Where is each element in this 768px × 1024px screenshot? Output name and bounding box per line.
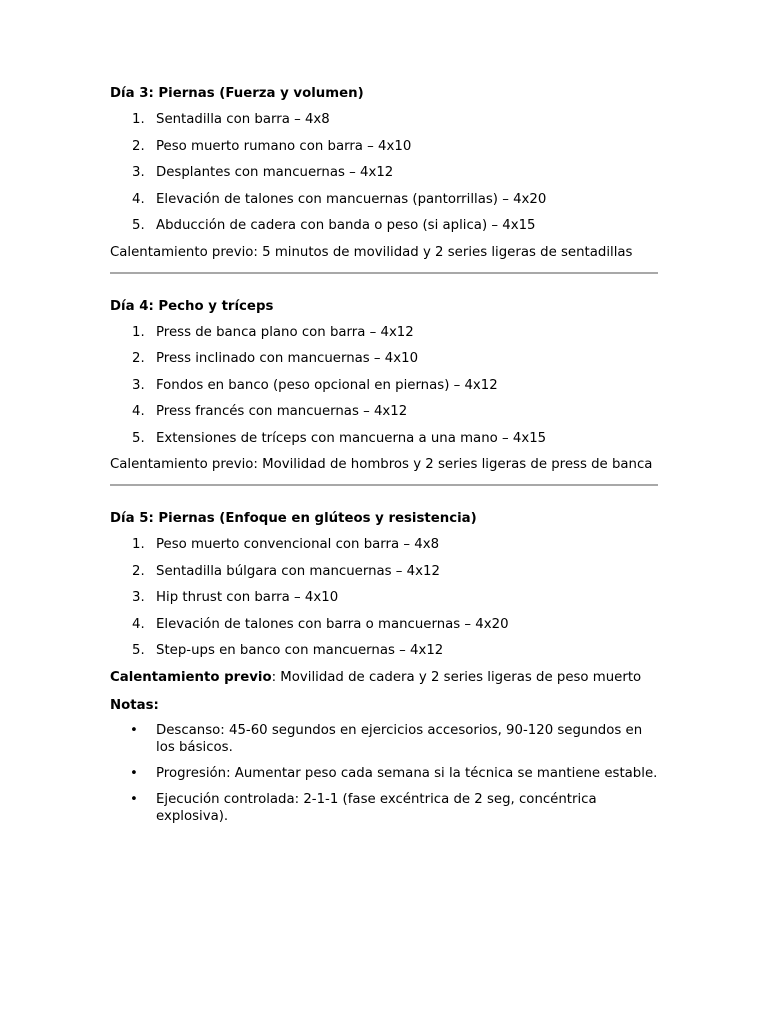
exercise-item xyxy=(110,111,658,128)
notes-list xyxy=(110,722,658,825)
item-number: 1. xyxy=(132,537,145,552)
item-number: 2. xyxy=(132,138,145,154)
item-number: 2. xyxy=(132,563,145,579)
day-3-title: Día 3: Piernas (Fuerza y volumen) xyxy=(110,86,364,101)
exercise-text: Sentadilla con barra – 4x8 xyxy=(156,112,330,127)
exercise-text: Elevación de talones con mancuernas (pantorrillas) – 4x20 xyxy=(156,191,547,207)
note-item xyxy=(110,791,658,825)
day-5-section xyxy=(110,510,658,686)
item-number: 3. xyxy=(132,590,145,605)
item-number: 5. xyxy=(132,643,145,658)
item-number: 5. xyxy=(132,218,145,233)
note-item xyxy=(110,722,658,756)
bullet-icon: • xyxy=(130,765,138,781)
note-text: Ejecución controlada: 2-1-1 (fase excéntrica de 2 seg, concéntrica explosiva). xyxy=(156,791,597,824)
day-5-warmup-note xyxy=(110,669,658,686)
day-5-exercise-list xyxy=(110,536,658,659)
exercise-text: Fondos en banco (peso opcional en piernas) – 4x12 xyxy=(156,377,498,393)
notes-title: Notas: xyxy=(110,697,159,713)
day-5-title: Día 5: Piernas (Enfoque en glúteos y resistencia) xyxy=(110,511,477,526)
warmup-label: Calentamiento previo xyxy=(110,669,272,685)
exercise-item xyxy=(110,164,658,181)
exercise-item xyxy=(110,377,658,394)
day-4-exercise-list xyxy=(110,324,658,447)
exercise-text: Desplantes con mancuernas – 4x12 xyxy=(156,165,394,180)
exercise-item xyxy=(110,430,658,447)
warmup-text: : Movilidad de cadera y 2 series ligeras de peso muerto xyxy=(271,669,642,685)
day-4-warmup-note xyxy=(110,456,658,473)
exercise-item xyxy=(110,642,658,659)
exercise-text: Hip thrust con barra – 4x10 xyxy=(156,590,339,605)
exercise-text: Step-ups en banco con mancuernas – 4x12 xyxy=(156,643,444,658)
warmup-text: Calentamiento previo: 5 minutos de movilidad y 2 series ligeras de sentadillas xyxy=(110,244,633,260)
notes-heading xyxy=(110,697,658,714)
exercise-text: Press francés con mancuernas – 4x12 xyxy=(156,404,408,419)
section-divider xyxy=(110,484,658,486)
item-number: 3. xyxy=(132,377,145,393)
exercise-item xyxy=(110,403,658,420)
exercise-item xyxy=(110,536,658,553)
exercise-item xyxy=(110,589,658,606)
item-number: 4. xyxy=(132,191,145,207)
bullet-icon: • xyxy=(130,722,138,738)
day-3-exercise-list xyxy=(110,111,658,234)
section-divider xyxy=(110,272,658,274)
item-number: 4. xyxy=(132,616,145,632)
notes-section xyxy=(110,697,658,825)
warmup-text: Calentamiento previo: Movilidad de hombros y 2 series ligeras de press de banca xyxy=(110,457,653,472)
item-number: 2. xyxy=(132,351,145,366)
note-item xyxy=(110,765,658,782)
exercise-item xyxy=(110,350,658,367)
exercise-item xyxy=(110,563,658,580)
item-number: 3. xyxy=(132,165,145,180)
exercise-text: Abducción de cadera con banda o peso (si aplica) – 4x15 xyxy=(156,218,536,233)
item-number: 1. xyxy=(132,112,145,127)
item-number: 1. xyxy=(132,324,145,340)
day-3-section xyxy=(110,85,658,261)
day-4-section xyxy=(110,298,658,474)
item-number: 5. xyxy=(132,430,145,446)
exercise-text: Press de banca plano con barra – 4x12 xyxy=(156,324,414,340)
day-3-warmup-note xyxy=(110,244,658,261)
note-text: Descanso: 45-60 segundos en ejercicios accesorios, 90-120 segundos en los básicos. xyxy=(156,722,643,755)
day-4-title: Día 4: Pecho y tríceps xyxy=(110,298,274,314)
exercise-text: Peso muerto rumano con barra – 4x10 xyxy=(156,138,412,154)
exercise-text: Peso muerto convencional con barra – 4x8 xyxy=(156,537,440,552)
exercise-item xyxy=(110,191,658,208)
exercise-item xyxy=(110,324,658,341)
exercise-text: Extensiones de tríceps con mancuerna a una mano – 4x15 xyxy=(156,430,547,446)
exercise-text: Press inclinado con mancuernas – 4x10 xyxy=(156,351,419,366)
item-number: 4. xyxy=(132,404,145,419)
exercise-item xyxy=(110,217,658,234)
exercise-item xyxy=(110,616,658,633)
exercise-text: Sentadilla búlgara con mancuernas – 4x12 xyxy=(156,563,440,579)
exercise-text: Elevación de talones con barra o mancuernas – 4x20 xyxy=(156,616,509,632)
note-text: Progresión: Aumentar peso cada semana si la técnica se mantiene estable. xyxy=(156,765,658,781)
exercise-item xyxy=(110,138,658,155)
bullet-icon: • xyxy=(130,791,138,807)
document-content xyxy=(110,85,658,834)
